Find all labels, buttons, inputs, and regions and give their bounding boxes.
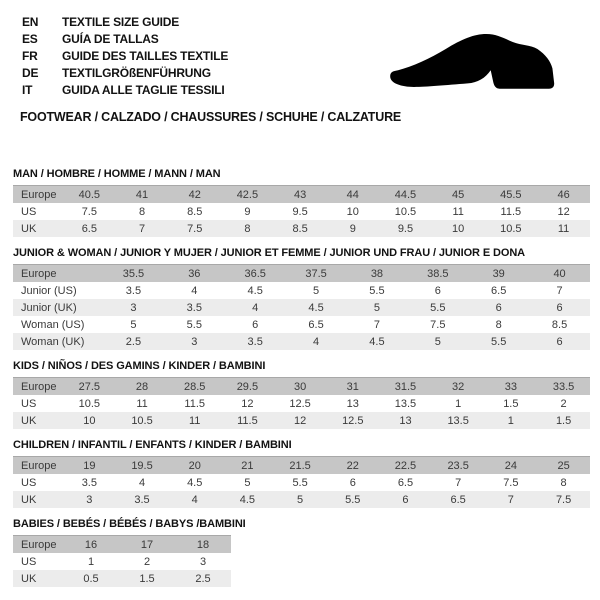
size-table (13, 264, 590, 350)
size-cell: 12 (293, 414, 307, 427)
size-cell: 6 (556, 301, 563, 314)
row-label: US (21, 397, 37, 410)
size-row (13, 333, 590, 350)
size-cell: 10 (452, 222, 465, 235)
language-label: GUÍA DE TALLAS (62, 31, 159, 46)
row-label: UK (21, 414, 37, 427)
row-label: Europe (21, 459, 57, 472)
size-table-title: MAN / HOMBRE / HOMME / MANN / MAN (13, 168, 221, 180)
size-row (13, 553, 231, 570)
size-table-section (13, 518, 590, 587)
size-table-section (13, 168, 590, 237)
size-cell: 18 (196, 538, 210, 551)
size-cell: 11 (557, 222, 570, 235)
size-cell: 13.5 (394, 397, 417, 410)
size-cell: 41 (135, 188, 149, 201)
size-cell: 5.5 (430, 301, 446, 314)
size-table-section (13, 247, 590, 350)
size-cell: 33 (504, 380, 517, 393)
size-cell: 11.5 (500, 205, 522, 218)
size-cell: 33.5 (552, 380, 575, 393)
size-cell: 39 (492, 267, 505, 280)
size-row (13, 536, 231, 554)
size-cell: 4 (313, 335, 320, 348)
size-cell: 27.5 (78, 380, 101, 393)
size-row (13, 203, 590, 220)
size-cell: 38 (370, 267, 384, 280)
row-label: Junior (US) (21, 284, 77, 297)
size-cell: 9.5 (292, 205, 308, 218)
size-cell: 1 (87, 555, 95, 568)
row-label: Woman (US) (21, 318, 85, 331)
size-cell: 40.5 (78, 188, 101, 201)
size-cell: 6 (556, 335, 563, 348)
size-cell: 11 (136, 397, 148, 410)
size-cell: 7.5 (555, 493, 572, 506)
size-cell: 19.5 (131, 459, 153, 472)
size-cell: 28 (135, 380, 149, 393)
size-cell: 1 (455, 397, 462, 410)
size-cell: 6 (349, 476, 356, 489)
size-cell: 4.5 (308, 301, 324, 314)
row-label: Junior (UK) (21, 301, 77, 314)
language-row-es (22, 30, 228, 47)
size-cell: 3 (199, 555, 207, 568)
size-cell: 5 (244, 476, 251, 489)
size-cell: 3 (130, 301, 137, 314)
size-cell: 2.5 (125, 335, 142, 348)
size-cell: 21 (241, 459, 254, 472)
size-table-title: JUNIOR & WOMAN / JUNIOR Y MUJER / JUNIOR ET FEMME / JUNIOR UND FRAU / JUNIOR E DONA (13, 247, 526, 259)
language-row-it (22, 81, 228, 98)
size-cell: 2 (560, 397, 567, 410)
size-cell: 36.5 (244, 267, 266, 280)
size-cell: 45 (452, 188, 465, 201)
size-cell: 8 (560, 476, 567, 489)
row-label: Woman (UK) (21, 335, 85, 348)
size-cell: 20 (188, 459, 201, 472)
size-row (13, 457, 590, 475)
language-label: GUIDE DES TAILLES TEXTILE (62, 48, 229, 63)
size-cell: 2 (143, 555, 151, 568)
size-cell: 2.5 (195, 572, 211, 585)
row-label: US (21, 205, 37, 218)
size-cell: 3.5 (186, 301, 202, 314)
row-label: Europe (21, 188, 57, 201)
size-cell: 12.5 (342, 414, 364, 427)
size-row (13, 220, 590, 237)
size-cell: 1 (507, 414, 514, 427)
size-cell: 7.5 (187, 222, 203, 235)
size-row (13, 412, 590, 429)
size-cell: 10.5 (78, 397, 101, 410)
size-cell: 10 (83, 414, 96, 427)
size-cell: 7 (138, 222, 146, 235)
row-label: Europe (21, 380, 57, 393)
size-cell: 7 (556, 284, 563, 297)
size-cell: 4.5 (247, 284, 263, 297)
size-cell: 7 (373, 318, 380, 331)
size-cell: 10 (346, 205, 359, 218)
row-label: US (21, 555, 37, 568)
size-row (13, 299, 590, 316)
size-cell: 0.5 (83, 572, 99, 585)
size-row (13, 316, 590, 333)
language-row-en (22, 13, 228, 30)
size-table (13, 535, 231, 587)
size-cell: 9 (349, 222, 356, 235)
size-table-section (13, 439, 590, 508)
language-code: DE (22, 65, 39, 80)
size-cell: 1.5 (139, 572, 155, 585)
size-row (13, 474, 590, 491)
size-cell: 6.5 (491, 284, 507, 297)
size-cell: 5 (373, 301, 380, 314)
size-cell: 45.5 (500, 188, 522, 201)
size-cell: 44.5 (394, 188, 417, 201)
size-table-title: CHILDREN / INFANTIL / ENFANTS / KINDER / BAMBINI (13, 439, 292, 451)
size-cell: 5.5 (345, 493, 361, 506)
size-cell: 7.5 (430, 318, 446, 331)
language-code: FR (22, 48, 38, 63)
size-cell: 22.5 (394, 459, 417, 472)
size-cell: 3.5 (247, 335, 263, 348)
size-cell: 3.5 (125, 284, 142, 297)
shoe-icon (384, 12, 578, 109)
size-table-section (13, 360, 590, 429)
language-row-de (22, 64, 228, 81)
size-cell: 8 (495, 318, 502, 331)
size-cell: 3.5 (134, 493, 150, 506)
language-code: EN (22, 14, 39, 29)
size-cell: 13 (346, 397, 359, 410)
size-cell: 22 (346, 459, 359, 472)
size-cell: 10.5 (394, 205, 417, 218)
size-cell: 7 (507, 493, 514, 506)
language-label: TEXTILGRÖßENFÜHRUNG (62, 65, 211, 80)
size-cell: 6.5 (81, 222, 97, 235)
size-cell: 36 (188, 267, 201, 280)
language-code: IT (22, 82, 33, 97)
size-cell: 3 (86, 493, 93, 506)
size-cell: 5.5 (491, 335, 507, 348)
row-label: Europe (21, 538, 57, 551)
size-cell: 11.5 (184, 397, 206, 410)
size-cell: 8.5 (551, 318, 568, 331)
size-cell: 5 (434, 335, 441, 348)
size-cell: 6.5 (450, 493, 466, 506)
size-cell: 19 (83, 459, 96, 472)
size-table (13, 185, 590, 237)
size-cell: 1.5 (503, 397, 519, 410)
size-cell: 11.5 (237, 414, 258, 427)
size-cell: 4 (191, 493, 198, 506)
size-cell: 6 (495, 301, 502, 314)
size-cell: 29.5 (236, 380, 259, 393)
row-label: UK (21, 493, 37, 506)
size-row (13, 186, 590, 204)
size-cell: 31.5 (394, 380, 417, 393)
row-label: UK (21, 572, 37, 585)
language-label: TEXTILE SIZE GUIDE (62, 14, 180, 29)
size-cell: 4.5 (239, 493, 256, 506)
category-title: FOOTWEAR / CALZADO / CHAUSSURES / SCHUHE / CALZATURE (20, 110, 402, 124)
size-cell: 8 (244, 222, 251, 235)
size-cell: 4 (252, 301, 259, 314)
size-cell: 10.5 (500, 222, 522, 235)
size-cell: 9.5 (397, 222, 414, 235)
size-cell: 11 (452, 205, 464, 218)
size-cell: 6 (434, 284, 441, 297)
language-code: ES (22, 31, 38, 46)
size-cell: 11 (189, 414, 201, 427)
size-row (13, 491, 590, 508)
size-row (13, 395, 590, 412)
size-cell: 32 (452, 380, 465, 393)
language-label: GUIDA ALLE TAGLIE TESSILI (62, 82, 225, 97)
size-cell: 30 (293, 380, 307, 393)
size-cell: 1.5 (555, 414, 572, 427)
size-cell: 17 (140, 538, 154, 551)
size-cell: 28.5 (184, 380, 206, 393)
size-cell: 4.5 (369, 335, 385, 348)
size-cell: 6 (402, 493, 409, 506)
size-cell: 7.5 (503, 476, 519, 489)
size-cell: 16 (84, 538, 98, 551)
size-cell: 6.5 (397, 476, 414, 489)
size-cell: 4 (138, 476, 146, 489)
size-cell: 12.5 (289, 397, 311, 410)
size-cell: 23.5 (447, 459, 469, 472)
size-cell: 35.5 (122, 267, 145, 280)
size-cell: 12 (241, 397, 254, 410)
size-table-title: KIDS / NIÑOS / DES GAMINS / KINDER / BAMBINI (13, 360, 266, 372)
size-cell: 5 (313, 284, 320, 297)
size-cell: 38.5 (427, 267, 449, 280)
size-table-title: BABIES / BEBÉS / BÉBÉS / BABYS /BAMBINI (13, 518, 246, 530)
size-cell: 12 (557, 205, 570, 218)
size-cell: 3.5 (81, 476, 97, 489)
size-cell: 40 (553, 267, 566, 280)
size-cell: 13.5 (447, 414, 469, 427)
size-cell: 4.5 (187, 476, 203, 489)
size-cell: 31 (346, 380, 359, 393)
size-cell: 10.5 (131, 414, 153, 427)
size-cell: 5 (297, 493, 304, 506)
size-cell: 43 (293, 188, 307, 201)
size-cell: 9 (244, 205, 251, 218)
size-cell: 44 (346, 188, 359, 201)
language-list (22, 13, 228, 98)
size-cell: 5 (130, 318, 137, 331)
size-cell: 6 (252, 318, 259, 331)
size-cell: 3 (191, 335, 198, 348)
size-cell: 8 (138, 205, 146, 218)
size-cell: 8.5 (292, 222, 308, 235)
size-row (13, 570, 231, 587)
size-cell: 37.5 (305, 267, 327, 280)
size-row (13, 378, 590, 396)
size-cell: 7 (455, 476, 462, 489)
size-cell: 6.5 (308, 318, 324, 331)
size-tables-container (13, 168, 590, 597)
size-cell: 13 (399, 414, 412, 427)
size-cell: 7.5 (81, 205, 97, 218)
size-cell: 42 (188, 188, 201, 201)
size-cell: 42.5 (236, 188, 259, 201)
size-cell: 5.5 (292, 476, 308, 489)
language-row-fr (22, 47, 228, 64)
size-cell: 5.5 (369, 284, 385, 297)
size-cell: 24 (504, 459, 517, 472)
row-label: UK (21, 222, 37, 235)
size-table (13, 456, 590, 508)
size-cell: 4 (191, 284, 198, 297)
size-cell: 25 (557, 459, 570, 472)
size-cell: 8.5 (187, 205, 203, 218)
row-label: Europe (21, 267, 57, 280)
size-table (13, 377, 590, 429)
size-row (13, 265, 590, 283)
size-cell: 5.5 (186, 318, 202, 331)
row-label: US (21, 476, 37, 489)
size-cell: 21.5 (289, 459, 311, 472)
size-cell: 46 (557, 188, 570, 201)
size-row (13, 282, 590, 299)
